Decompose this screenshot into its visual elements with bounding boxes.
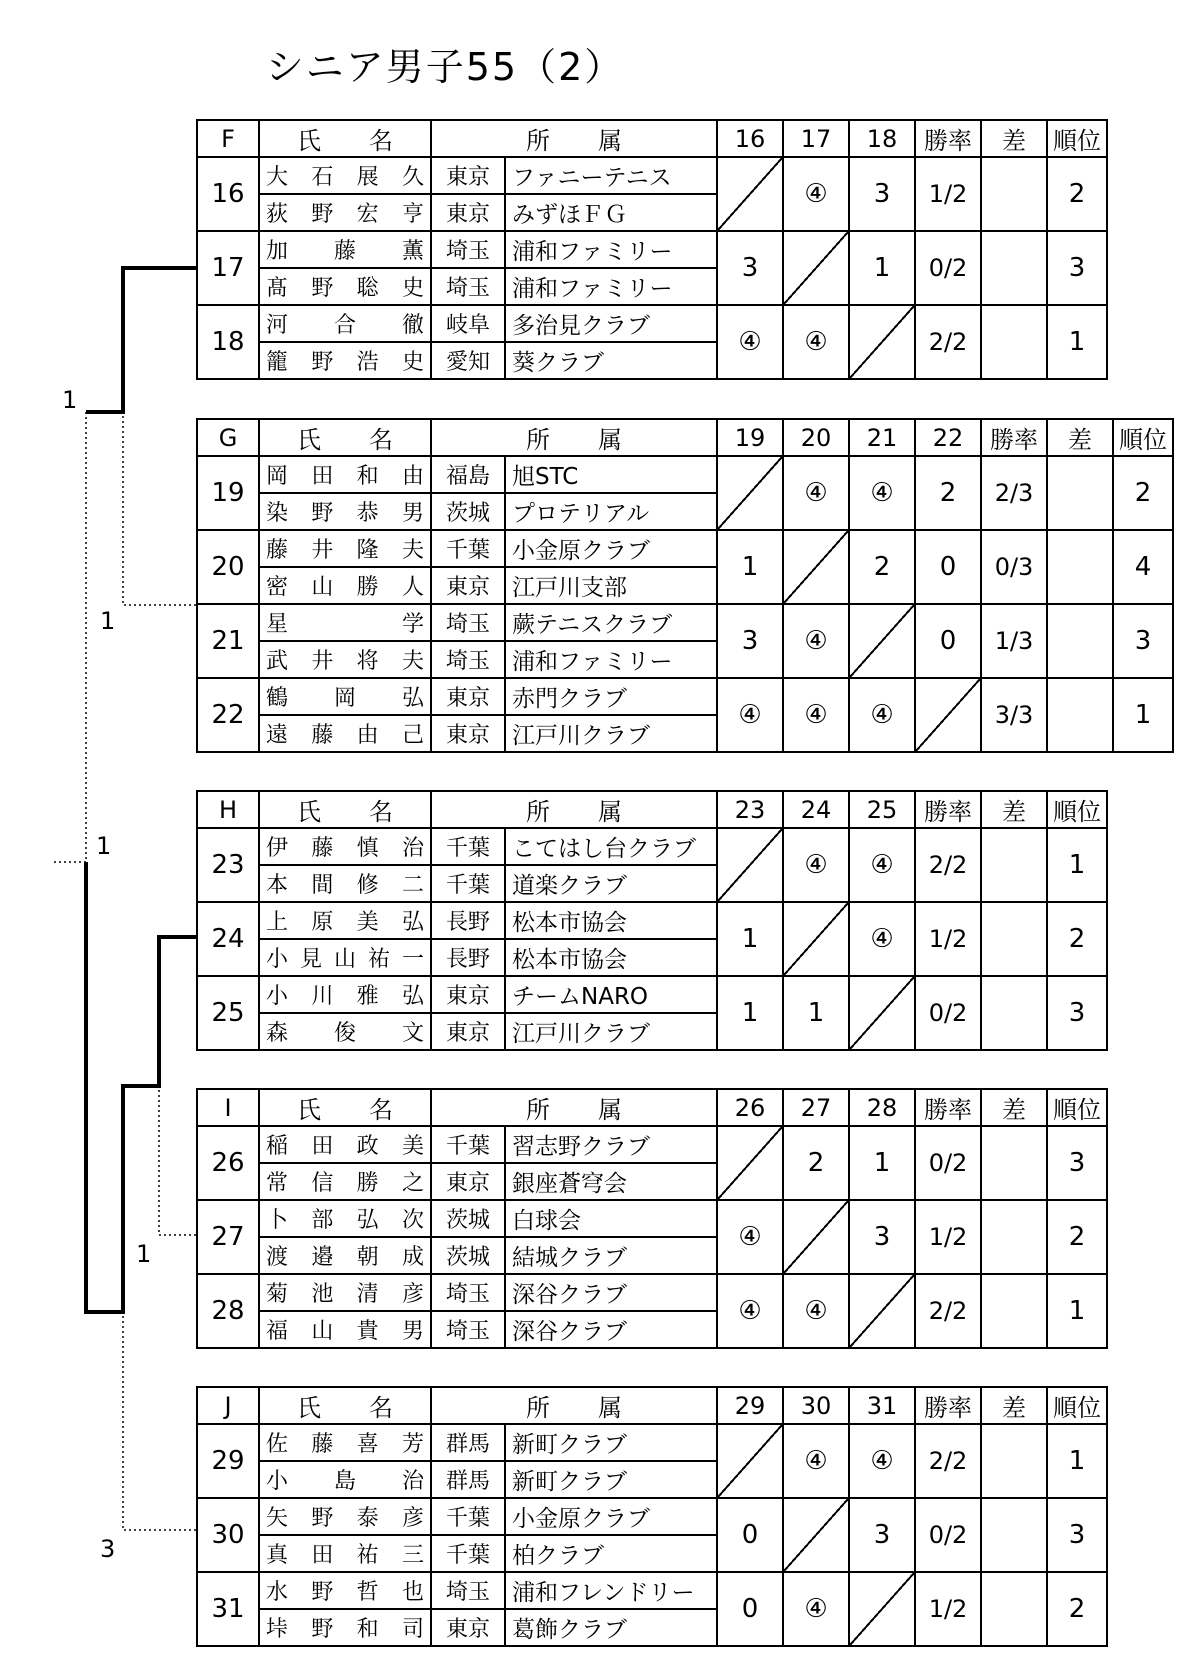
win-rate: 3/3 [981,678,1047,752]
player-club: 小金原クラブ [505,530,717,567]
match-score: 0 [915,604,981,678]
player-club: ファニーテニス [505,157,717,194]
win-rate: 0/2 [915,231,981,305]
self-match-cell [849,1572,915,1646]
match-score: 2 [915,456,981,530]
player-number: 29 [197,1424,259,1498]
rank: 1 [1047,828,1107,902]
player-club: 多治見クラブ [505,305,717,342]
player-club: 江戸川クラブ [505,715,717,752]
game-diff [981,231,1047,305]
game-diff [1047,456,1113,530]
player-prefecture: 茨城 [431,1237,505,1274]
player-prefecture: 東京 [431,194,505,231]
player-club: 新町クラブ [505,1424,717,1461]
match-score: ④ [717,305,783,379]
player-number: 20 [197,530,259,604]
player-number: 31 [197,1572,259,1646]
match-score: ④ [849,678,915,752]
player-prefecture: 埼玉 [431,1274,505,1311]
header-winrate: 勝率 [915,791,981,828]
header-diff: 差 [981,791,1047,828]
player-club: みずほＦＧ [505,194,717,231]
header-name: 氏 名 [259,120,431,157]
win-rate: 0/3 [981,530,1047,604]
game-diff [1047,530,1113,604]
match-score: 1 [849,1126,915,1200]
page-title: シニア男子55（2） [265,45,625,89]
table-row [197,231,1107,268]
match-score: ④ [783,1424,849,1498]
player-prefecture: 千葉 [431,1126,505,1163]
player-club: 江戸川クラブ [505,1013,717,1050]
league-id: G [197,419,259,456]
player-number: 23 [197,828,259,902]
header-diff: 差 [981,120,1047,157]
table-row [197,828,1107,865]
player-prefecture: 千葉 [431,1535,505,1572]
self-match-cell [783,231,849,305]
game-diff [981,1200,1047,1274]
rank: 2 [1047,902,1107,976]
header-affiliation: 所 属 [431,419,717,456]
player-name: 水野哲也 [259,1572,431,1609]
header-winrate: 勝率 [915,1089,981,1126]
self-match-cell [717,828,783,902]
game-diff [981,1274,1047,1348]
player-club: 道楽クラブ [505,865,717,902]
player-name: 荻野宏亨 [259,194,431,231]
player-name: 垰野和司 [259,1609,431,1646]
player-club: 習志野クラブ [505,1126,717,1163]
table-row [197,1126,1107,1163]
player-number: 30 [197,1498,259,1572]
player-number: 26 [197,1126,259,1200]
bracket-score-label: 1 [62,386,78,414]
bracket-score-label: 1 [100,607,116,635]
rank: 1 [1047,1424,1107,1498]
player-prefecture: 東京 [431,1609,505,1646]
player-club: 深谷クラブ [505,1274,717,1311]
match-score: 1 [717,976,783,1050]
self-match-cell [915,678,981,752]
rank: 3 [1047,976,1107,1050]
header-name: 氏 名 [259,419,431,456]
match-score: 3 [849,157,915,231]
league-table-g [196,418,1174,753]
league-id: H [197,791,259,828]
player-club: 蕨テニスクラブ [505,604,717,641]
table-row [197,305,1107,342]
table-row [197,456,1173,493]
match-score: 1 [849,231,915,305]
bracket-score-label: 1 [96,832,112,860]
player-name: 本間修二 [259,865,431,902]
win-rate: 1/2 [915,1200,981,1274]
player-club: 白球会 [505,1200,717,1237]
player-prefecture: 千葉 [431,865,505,902]
win-rate: 2/3 [981,456,1047,530]
win-rate: 1/2 [915,157,981,231]
game-diff [981,305,1047,379]
header-opponent-number: 16 [717,120,783,157]
player-name: 稲田政美 [259,1126,431,1163]
game-diff [1047,678,1113,752]
player-prefecture: 茨城 [431,493,505,530]
header-opponent-number: 19 [717,419,783,456]
header-opponent-number: 24 [783,791,849,828]
table-row [197,678,1173,715]
match-score: ④ [783,1572,849,1646]
player-prefecture: 愛知 [431,342,505,379]
win-rate: 1/3 [981,604,1047,678]
league-id: I [197,1089,259,1126]
self-match-cell [849,976,915,1050]
rank: 1 [1047,1274,1107,1348]
player-name: 加藤薫 [259,231,431,268]
player-club: 松本市協会 [505,939,717,976]
win-rate: 2/2 [915,305,981,379]
player-name: 佐藤喜芳 [259,1424,431,1461]
player-prefecture: 群馬 [431,1424,505,1461]
header-affiliation: 所 属 [431,1089,717,1126]
player-number: 24 [197,902,259,976]
header-name: 氏 名 [259,1387,431,1424]
player-name: 小島治 [259,1461,431,1498]
player-club: 結城クラブ [505,1237,717,1274]
player-club: 松本市協会 [505,902,717,939]
player-number: 21 [197,604,259,678]
league-table-i [196,1088,1108,1349]
header-opponent-number: 30 [783,1387,849,1424]
header-opponent-number: 23 [717,791,783,828]
header-opponent-number: 29 [717,1387,783,1424]
self-match-cell [849,1274,915,1348]
player-name: 密山勝人 [259,567,431,604]
header-name: 氏 名 [259,791,431,828]
self-match-cell [717,157,783,231]
match-score: 1 [717,530,783,604]
win-rate: 0/2 [915,976,981,1050]
player-number: 18 [197,305,259,379]
match-score: ④ [783,305,849,379]
header-opponent-number: 22 [915,419,981,456]
player-name: 小見山祐一 [259,939,431,976]
table-row [197,1274,1107,1311]
self-match-cell [783,1200,849,1274]
match-score: 3 [849,1200,915,1274]
header-opponent-number: 27 [783,1089,849,1126]
player-prefecture: 長野 [431,902,505,939]
game-diff [981,828,1047,902]
player-club: 浦和ファミリー [505,231,717,268]
match-score: 1 [717,902,783,976]
match-score: ④ [717,1200,783,1274]
self-match-cell [849,305,915,379]
player-club: プロテリアル [505,493,717,530]
table-row [197,1498,1107,1535]
rank: 2 [1047,1572,1107,1646]
player-number: 28 [197,1274,259,1348]
player-name: 森俊文 [259,1013,431,1050]
match-score: ④ [849,1424,915,1498]
self-match-cell [717,1126,783,1200]
league-id: F [197,120,259,157]
header-affiliation: 所 属 [431,791,717,828]
rank: 2 [1047,157,1107,231]
player-name: 鶴岡弘 [259,678,431,715]
game-diff [981,157,1047,231]
self-match-cell [717,1424,783,1498]
player-prefecture: 埼玉 [431,1311,505,1348]
player-club: 小金原クラブ [505,1498,717,1535]
self-match-cell [717,456,783,530]
player-club: こてはし台クラブ [505,828,717,865]
table-row [197,1200,1107,1237]
player-prefecture: 埼玉 [431,268,505,305]
league-table-f [196,119,1108,380]
rank: 4 [1113,530,1173,604]
player-name: 遠藤由己 [259,715,431,752]
rank: 1 [1047,305,1107,379]
player-name: 河合徹 [259,305,431,342]
player-club: 江戸川支部 [505,567,717,604]
header-rank: 順位 [1047,1089,1107,1126]
rank: 3 [1047,1126,1107,1200]
header-opponent-number: 21 [849,419,915,456]
match-score: ④ [717,678,783,752]
table-row [197,530,1173,567]
player-club: 赤門クラブ [505,678,717,715]
match-score: 0 [717,1572,783,1646]
player-number: 17 [197,231,259,305]
rank: 3 [1113,604,1173,678]
player-club: 浦和フレンドリー [505,1572,717,1609]
bracket-line-j30 [123,1312,196,1530]
player-prefecture: 東京 [431,1163,505,1200]
match-score: 3 [717,231,783,305]
match-score: 2 [849,530,915,604]
rank: 2 [1113,456,1173,530]
win-rate: 2/2 [915,1274,981,1348]
player-name: 大石展久 [259,157,431,194]
player-club: 深谷クラブ [505,1311,717,1348]
player-club: 浦和ファミリー [505,641,717,678]
player-prefecture: 東京 [431,976,505,1013]
player-number: 19 [197,456,259,530]
match-score: ④ [717,1274,783,1348]
match-score: ④ [783,678,849,752]
win-rate: 1/2 [915,1572,981,1646]
player-prefecture: 埼玉 [431,604,505,641]
match-score: ④ [849,828,915,902]
header-rank: 順位 [1047,1387,1107,1424]
player-club: 葛飾クラブ [505,1609,717,1646]
game-diff [981,902,1047,976]
player-name: 髙野聡史 [259,268,431,305]
player-club: 新町クラブ [505,1461,717,1498]
rank: 2 [1047,1200,1107,1274]
bracket-line-i27 [159,1086,196,1235]
header-diff: 差 [981,1089,1047,1126]
match-score: 0 [915,530,981,604]
header-opponent-number: 31 [849,1387,915,1424]
match-score: ④ [783,604,849,678]
player-prefecture: 埼玉 [431,641,505,678]
player-prefecture: 群馬 [431,1461,505,1498]
game-diff [981,1126,1047,1200]
league-table-h [196,790,1108,1051]
player-prefecture: 福島 [431,456,505,493]
self-match-cell [783,1498,849,1572]
header-name: 氏 名 [259,1089,431,1126]
match-score: 2 [783,1126,849,1200]
player-name: 菊池清彦 [259,1274,431,1311]
table-row [197,604,1173,641]
game-diff [981,1572,1047,1646]
bracket-line-f17 [86,268,196,412]
rank: 3 [1047,231,1107,305]
header-rank: 順位 [1047,120,1107,157]
league-id: J [197,1387,259,1424]
header-winrate: 勝率 [915,1387,981,1424]
player-prefecture: 茨城 [431,1200,505,1237]
player-name: 籠野浩史 [259,342,431,379]
match-score: 0 [717,1498,783,1572]
player-name: 藤井隆夫 [259,530,431,567]
player-number: 16 [197,157,259,231]
player-club: 旭STC [505,456,717,493]
player-prefecture: 東京 [431,567,505,604]
win-rate: 2/2 [915,1424,981,1498]
bracket-score-label: 3 [100,1535,116,1563]
self-match-cell [783,902,849,976]
match-score: 1 [783,976,849,1050]
header-rank: 順位 [1047,791,1107,828]
player-prefecture: 長野 [431,939,505,976]
match-score: ④ [783,1274,849,1348]
player-number: 27 [197,1200,259,1274]
player-name: 上原美弘 [259,902,431,939]
player-prefecture: 岐阜 [431,305,505,342]
player-number: 22 [197,678,259,752]
player-club: 葵クラブ [505,342,717,379]
game-diff [981,976,1047,1050]
header-opponent-number: 25 [849,791,915,828]
rank: 3 [1047,1498,1107,1572]
match-score: 3 [717,604,783,678]
player-name: 福山貴男 [259,1311,431,1348]
player-name: 小川雅弘 [259,976,431,1013]
player-prefecture: 埼玉 [431,1572,505,1609]
header-diff: 差 [1047,419,1113,456]
game-diff [981,1424,1047,1498]
player-prefecture: 埼玉 [431,231,505,268]
player-prefecture: 東京 [431,1013,505,1050]
header-winrate: 勝率 [915,120,981,157]
game-diff [981,1498,1047,1572]
win-rate: 1/2 [915,902,981,976]
bracket-score-label: 1 [136,1240,152,1268]
win-rate: 2/2 [915,828,981,902]
player-prefecture: 千葉 [431,1498,505,1535]
table-row [197,1572,1107,1609]
table-row [197,157,1107,194]
player-club: チームNARO [505,976,717,1013]
player-name: 矢野泰彦 [259,1498,431,1535]
player-name: 卜部弘次 [259,1200,431,1237]
bracket-line-fg-final [52,412,86,862]
league-table-j [196,1386,1108,1647]
match-score: ④ [783,828,849,902]
player-name: 星学 [259,604,431,641]
player-name: 渡邉朝成 [259,1237,431,1274]
player-club: 柏クラブ [505,1535,717,1572]
player-prefecture: 東京 [431,678,505,715]
header-opponent-number: 28 [849,1089,915,1126]
header-affiliation: 所 属 [431,120,717,157]
match-score: ④ [783,456,849,530]
match-score: ④ [849,456,915,530]
header-opponent-number: 18 [849,120,915,157]
player-club: 銀座蒼穹会 [505,1163,717,1200]
table-row [197,1424,1107,1461]
self-match-cell [849,604,915,678]
player-name: 真田祐三 [259,1535,431,1572]
game-diff [1047,604,1113,678]
player-name: 武井将夫 [259,641,431,678]
header-winrate: 勝率 [981,419,1047,456]
header-opponent-number: 17 [783,120,849,157]
table-row [197,976,1107,1013]
table-row [197,902,1107,939]
player-prefecture: 千葉 [431,828,505,865]
bracket-line-g21 [123,412,196,605]
player-club: 浦和ファミリー [505,268,717,305]
match-score: ④ [849,902,915,976]
player-name: 染野恭男 [259,493,431,530]
match-score: 3 [849,1498,915,1572]
player-prefecture: 千葉 [431,530,505,567]
header-affiliation: 所 属 [431,1387,717,1424]
win-rate: 0/2 [915,1498,981,1572]
player-name: 常信勝之 [259,1163,431,1200]
header-opponent-number: 26 [717,1089,783,1126]
header-rank: 順位 [1113,419,1173,456]
player-prefecture: 東京 [431,715,505,752]
win-rate: 0/2 [915,1126,981,1200]
self-match-cell [783,530,849,604]
header-opponent-number: 20 [783,419,849,456]
player-prefecture: 東京 [431,157,505,194]
player-name: 伊藤慎治 [259,828,431,865]
match-score: ④ [783,157,849,231]
player-name: 岡田和由 [259,456,431,493]
header-diff: 差 [981,1387,1047,1424]
rank: 1 [1113,678,1173,752]
player-number: 25 [197,976,259,1050]
